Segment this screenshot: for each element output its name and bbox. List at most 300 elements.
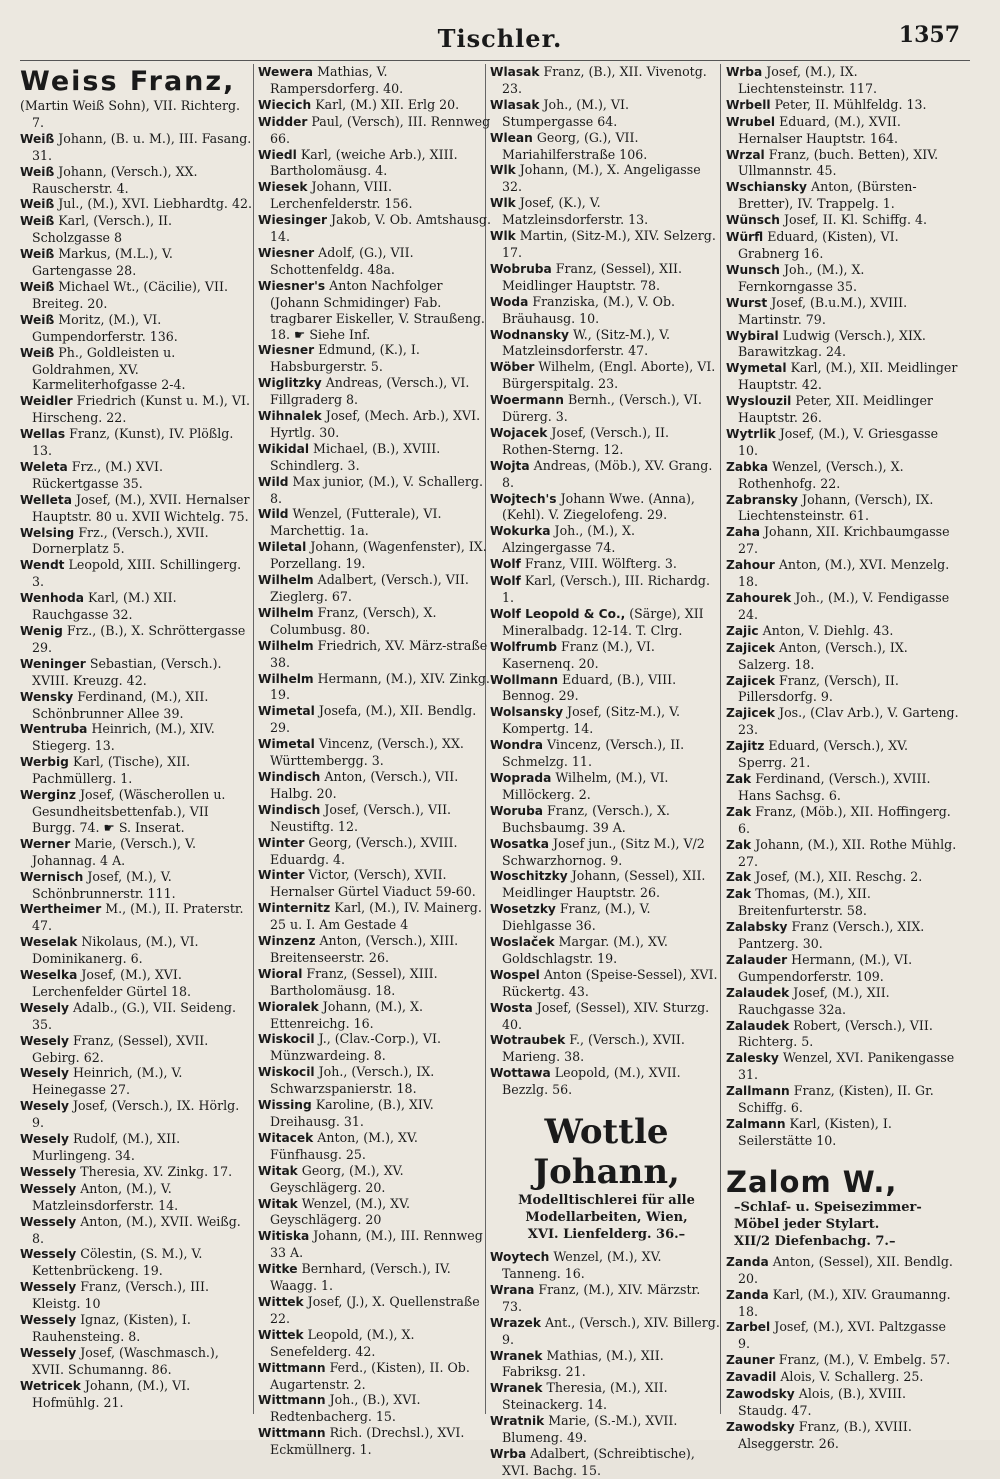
entry-details: Josef, (M.), XVII. Hernalser Hauptstr. 80 u. XVII Wichtelg. 75. xyxy=(32,491,250,524)
directory-entry xyxy=(726,1352,959,1369)
directory-entry xyxy=(258,212,491,245)
entry-details: Karl, (Versch.), II. Scholzgasse 8 xyxy=(32,213,173,246)
entry-name: Wesely xyxy=(20,1000,69,1015)
directory-entry xyxy=(490,573,723,606)
directory-entry xyxy=(726,623,959,640)
entry-name: Weselka xyxy=(20,968,78,983)
directory-entry xyxy=(20,1181,253,1214)
directory-entry xyxy=(490,606,723,639)
directory-entry xyxy=(20,1214,253,1247)
entry-name: Wessely xyxy=(20,1181,77,1196)
entry-details: Jakob, V. Ob. Amtshausg. 14. xyxy=(270,212,491,245)
entry-details: Mathias, V. Rampersdorferg. 40. xyxy=(270,64,404,96)
entry-name: Wiecich xyxy=(258,97,312,112)
entry-details: Franz, (buch. Betten), XIV. Ullmannstr. 45. xyxy=(738,146,939,179)
entry-name: Weselak xyxy=(20,935,78,950)
entry-name: Witke xyxy=(258,1262,298,1277)
directory-entry xyxy=(20,1378,253,1411)
entry-name: Zanda xyxy=(726,1287,769,1302)
column-3-list xyxy=(490,64,723,1098)
entry-details: Jul., (M.), XVI. Liebhardtg. 42. xyxy=(58,196,252,212)
entry-name: Wiesner xyxy=(258,245,315,260)
entry-name: Zalesky xyxy=(726,1051,779,1066)
directory-entry xyxy=(490,770,723,803)
directory-entry xyxy=(20,1098,253,1131)
directory-entry xyxy=(490,195,723,228)
entry-name: Zavadil xyxy=(726,1370,777,1385)
entry-details: Karl, (M.), XIV. Graumanng. 18. xyxy=(738,1286,951,1319)
directory-entry xyxy=(20,557,253,590)
entry-name: Zajicek xyxy=(726,673,776,688)
directory-entry xyxy=(726,492,959,525)
directory-entry xyxy=(726,459,959,492)
entry-details: Josef, (Versch.), VII. Neustiftg. 12. xyxy=(270,801,452,834)
entry-details: Johann, (Sessel), XII. Meidlinger Hauptstr. 26. xyxy=(502,868,706,901)
directory-entry xyxy=(490,704,723,737)
directory-entry xyxy=(258,408,491,441)
directory-entry xyxy=(258,539,491,572)
entry-name: Wrana xyxy=(490,1282,535,1297)
entry-details: Leopold, XIII. Schillingerg. 3. xyxy=(32,557,242,590)
entry-name: Wilhelm xyxy=(258,605,314,620)
entry-details: (Martin Weiß Sohn), VII. Richterg. 7. xyxy=(20,98,241,130)
directory-entry xyxy=(490,1348,723,1381)
entry-name: Welleta xyxy=(20,492,72,507)
entry-details: Josef, II. Kl. Schiffg. 4. xyxy=(783,212,927,228)
entry-name: Wittmann xyxy=(258,1360,326,1375)
entry-details: Johann, XII. Krichbaumgasse 27. xyxy=(738,524,950,557)
entry-name: Zalabsky xyxy=(726,920,788,935)
entry-name: Wojtech's xyxy=(490,491,557,506)
entry-details: J., (Clav.-Corp.), VI. Münzwardeing. 8. xyxy=(270,1031,441,1064)
directory-entry xyxy=(258,375,491,408)
entry-details: Rich. (Drechsl.), XVI. Eckmüllnerg. 1. xyxy=(270,1425,465,1458)
entry-name: Wiesner's xyxy=(258,278,326,293)
entry-name: Wranek xyxy=(490,1381,543,1396)
directory-entry xyxy=(490,327,723,360)
entry-name: Wosta xyxy=(490,1000,533,1015)
entry-name: Windisch xyxy=(258,802,321,817)
entry-name: Wojta xyxy=(490,458,530,473)
entry-name: Zalaudek xyxy=(726,985,790,1000)
entry-name: Wessely xyxy=(20,1247,77,1262)
entry-name: Wymetal xyxy=(726,361,787,376)
entry-details: Wenzel, (M.), XV. Tanneng. 16. xyxy=(502,1249,662,1281)
entry-details: Ignaz, (Kisten), I. Rauhensteing. 8. xyxy=(32,1312,191,1344)
directory-entry xyxy=(726,393,959,426)
entry-name: Witak xyxy=(258,1196,298,1211)
directory-entry xyxy=(726,64,959,97)
entry-name: Wilhelm xyxy=(258,638,314,653)
directory-entry xyxy=(20,836,253,869)
entry-details: Franz, (Versch), II. Pillersdorfg. 9. xyxy=(738,672,899,705)
entry-details: Martin, (Sitz-M.), XIV. Selzerg. 17. xyxy=(502,228,716,260)
entry-details: Wenzel, XVI. Panikengasse 31. xyxy=(738,1050,955,1083)
entry-name: Zajitz xyxy=(726,739,765,754)
directory-entry xyxy=(726,147,959,180)
entry-name: Weiß xyxy=(20,197,55,212)
entry-name: Wrazek xyxy=(490,1315,541,1330)
entry-name: Wellas xyxy=(20,427,66,442)
entry-details: Heinrich, (M.), XIV. Stiegerg. 13. xyxy=(32,721,215,754)
column-4-list xyxy=(726,64,959,1149)
entry-name: Wessely xyxy=(20,1345,77,1360)
entry-details: Georg, (M.), XV. Geyschlägerg. 20. xyxy=(270,1162,404,1195)
directory-entry xyxy=(490,1000,723,1033)
entry-name: Wittmann xyxy=(258,1426,326,1441)
directory-entry xyxy=(490,737,723,770)
directory-entry xyxy=(20,312,253,345)
directory-entry xyxy=(20,131,253,164)
directory-entry xyxy=(726,1319,959,1352)
directory-entry xyxy=(726,738,959,771)
directory-entry xyxy=(490,934,723,967)
entry-name: Wernisch xyxy=(20,869,84,884)
advert-zalom-line: Möbel jeder Stylart. xyxy=(734,1216,880,1232)
directory-entry xyxy=(490,556,723,573)
directory-entry xyxy=(726,229,959,262)
entry-details: Bernh., (Versch.), VI. Dürerg. 3. xyxy=(502,392,702,425)
directory-entry xyxy=(20,689,253,722)
entry-name: Weiß xyxy=(20,131,55,146)
entry-details: Adalb., (G.), VII. Seideng. 35. xyxy=(32,999,236,1032)
entry-details: Vincenz, (Versch.), II. Schmelzg. 11. xyxy=(502,737,685,770)
directory-entry xyxy=(726,557,959,590)
entry-details: Max junior, (M.), V. Schallerg. 8. xyxy=(270,473,483,506)
directory-entry xyxy=(258,1392,491,1425)
entry-details: Joh., (B.), XVI. Redtenbacherg. 15. xyxy=(270,1392,421,1425)
directory-entry xyxy=(20,590,253,623)
entry-name: Wimetal xyxy=(258,704,315,719)
entry-details: Hermann, (M.), VI. Gumpendorferstr. 109. xyxy=(738,951,913,984)
directory-entry xyxy=(490,1413,723,1446)
entry-details: Frz., (M.) XVI. Rückertgasse 35. xyxy=(32,458,163,491)
entry-details: Andreas, (Möb.), XV. Grang. 8. xyxy=(502,457,713,490)
directory-entry xyxy=(20,1033,253,1066)
directory-entry xyxy=(20,345,253,394)
directory-entry xyxy=(258,506,491,539)
entry-details: Josef, (M.), V. Griesgasse 10. xyxy=(738,425,939,458)
entry-details: Markus, (M.L.), V. Gartengasse 28. xyxy=(32,246,173,279)
entry-details: Franz, VIII. Wölfterg. 3. xyxy=(524,556,677,572)
entry-details: Peter, II. Mühlfeldg. 13. xyxy=(774,96,927,112)
entry-name: Woytech xyxy=(490,1250,550,1265)
entry-details: Mathias, (M.), XII. Fabriksg. 21. xyxy=(502,1347,664,1380)
entry-name: Witak xyxy=(258,1163,298,1178)
advert-wottle-line: Modelltischlerei für alle xyxy=(518,1193,695,1209)
entry-name: Wlasak xyxy=(490,65,540,79)
entry-details: Joh., (M.), VI. Stumpergasse 64. xyxy=(502,96,630,129)
entry-details: Adalbert, (Versch.), VII. Zieglerg. 67. xyxy=(270,572,469,604)
directory-entry xyxy=(20,492,253,525)
entry-details: Josef, (Versch.), IX. Hörlg. 9. xyxy=(32,1098,240,1131)
directory-entry xyxy=(258,900,491,933)
entry-details: Joh., (Versch.), IX. Schwarzspanierstr. 18. xyxy=(270,1064,435,1097)
directory-entry xyxy=(258,1327,491,1360)
directory-entry xyxy=(20,869,253,902)
entry-name: Wessely xyxy=(20,1164,77,1179)
directory-entry xyxy=(726,705,959,738)
directory-entry xyxy=(726,1254,959,1287)
entry-name: Wendt xyxy=(20,558,65,573)
entry-details: Franz, (Versch), X. Columbusg. 80. xyxy=(270,604,437,637)
entry-name: Zallmann xyxy=(726,1084,790,1099)
entry-details: Eduard, (Versch.), XV. Sperrg. 21. xyxy=(738,738,909,771)
advert-wottle-line: XVI. Lienfelderg. 36.– xyxy=(527,1227,686,1243)
entry-details: Franz, (Versch.), X. Buchsbaumg. 39 A. xyxy=(502,802,670,835)
entry-name: Wrba xyxy=(490,1446,527,1461)
entry-details: Johann, (M.), VI. Hofmühlg. 21. xyxy=(32,1377,191,1410)
directory-entry xyxy=(490,458,723,491)
entry-details: Wenzel, (Versch.), X. Rothenhofg. 22. xyxy=(738,458,904,491)
entry-name: Wild xyxy=(258,474,289,489)
entry-details: Karl, (Versch.), III. Richardg. 1. xyxy=(502,573,710,605)
entry-name: Wioral xyxy=(258,966,303,981)
entry-name: Zalmann xyxy=(726,1117,786,1131)
entry-details: W., (Sitz-M.), V. Matzleinsdorferstr. 47. xyxy=(502,326,671,359)
entry-details: Josef, (K.), V. Matzleinsdorferstr. 13. xyxy=(502,195,649,228)
entry-details: Eduard, (B.), VIII. Bennog. 29. xyxy=(502,671,677,704)
entry-name: Wrzal xyxy=(726,147,765,162)
directory-entry xyxy=(258,703,491,736)
entry-name: Zabransky xyxy=(726,492,799,507)
entry-name: Wiesner xyxy=(258,343,315,358)
entry-name: Zak xyxy=(726,771,752,786)
entry-name: Wessely xyxy=(20,1214,77,1229)
entry-details: Josef, (Waschmasch.), XVII. Schumanng. 86. xyxy=(32,1344,219,1377)
entry-name: Wytrlik xyxy=(726,426,776,441)
entry-name: Wewera xyxy=(258,65,314,79)
entry-details: Karl, (M.) XII. Rauchgasse 32. xyxy=(32,590,177,623)
entry-details: Anton, (M.), XV. Fünfhausg. 25. xyxy=(270,1129,418,1162)
entry-name: Wittmann xyxy=(258,1393,326,1408)
directory-entry xyxy=(726,673,959,706)
entry-details: Anton Nachfolger (Johann Schmidinger) Fab. tragbarer Eiskeller, V. Straußeng. 18. ☛ Siehe Inf. xyxy=(270,277,485,342)
directory-entry xyxy=(490,392,723,425)
entry-details: Joh., (M.), V. Fendigasse 24. xyxy=(738,590,950,622)
entry-details: Adalbert, (Schreibtische), XVI. Bachg. 15. xyxy=(502,1445,695,1478)
entry-name: Zarbel xyxy=(726,1320,771,1335)
directory-entry xyxy=(258,1097,491,1130)
entry-details: Theresia, XV. Zinkg. 17. xyxy=(80,1163,233,1179)
entry-details: Josef, (Wäscherollen u. Gesundheitsbettenfab.), VII Burgg. 74. ☛ S. Inserat. xyxy=(32,787,226,835)
entry-name: Wild xyxy=(258,507,289,522)
column-2 xyxy=(258,64,491,1458)
entry-name: Werner xyxy=(20,836,71,851)
entry-details: Friedrich (Kunst u. M.), VI. Hirscheng. 22. xyxy=(32,393,250,426)
entry-name: Wissing xyxy=(258,1098,312,1113)
entry-name: Weiß xyxy=(20,312,55,327)
entry-details: Ferdinand, (M.), XII. Schönbrunner Allee 39. xyxy=(32,688,209,721)
directory-entry xyxy=(726,1083,959,1116)
entry-details: Anton, (Versch.), IX. Salzerg. 18. xyxy=(738,639,908,672)
entry-name: Welsing xyxy=(20,525,75,540)
entry-name: Weninger xyxy=(20,656,86,671)
entry-details: Franz, (M.), V. Diehlgasse 36. xyxy=(502,901,651,934)
directory-entry xyxy=(726,985,959,1018)
entry-name: Windisch xyxy=(258,769,321,784)
entry-name: Wokurka xyxy=(490,524,551,539)
entry-name: Wenhoda xyxy=(20,591,84,606)
entry-name: Zauner xyxy=(726,1353,775,1368)
directory-entry xyxy=(258,278,491,343)
entry-details: Michael, (B.), XVIII. Schindlerg. 3. xyxy=(270,440,441,473)
entry-name: Wotraubek xyxy=(490,1033,566,1048)
directory-entry xyxy=(726,804,959,837)
directory-entry xyxy=(726,952,959,985)
column-4b-list xyxy=(726,1254,959,1452)
column-1 xyxy=(20,64,253,1424)
entry-details: Franz, (Versch.), III. Kleistg. 10 xyxy=(32,1279,210,1312)
entry-name: Wesely xyxy=(20,1132,69,1147)
directory-entry xyxy=(258,999,491,1032)
entry-details: Bernhard, (Versch.), IV. Waagg. 1. xyxy=(270,1261,451,1294)
directory-entry xyxy=(258,97,491,114)
entry-details: Rudolf, (M.), XII. Murlingeng. 34. xyxy=(32,1131,181,1163)
entry-details: Franz, (M.), V. Embelg. 57. xyxy=(778,1352,951,1368)
entry-details: Anton, (Versch.), XIII. Breitenseerstr. 26. xyxy=(270,933,459,965)
advert-zalom-name: Zalom W., xyxy=(726,1164,898,1199)
directory-entry xyxy=(20,1164,253,1181)
entry-details: Friedrich, XV. März-straße 38. xyxy=(270,637,488,670)
entry-name: Zahour xyxy=(726,558,775,573)
column-1-heading: Weiss Franz, xyxy=(20,66,236,97)
directory-entry xyxy=(258,1031,491,1064)
entry-name: Wolsansky xyxy=(490,705,564,720)
entry-name: Winter xyxy=(258,868,305,883)
directory-entry xyxy=(258,1294,491,1327)
directory-entry xyxy=(20,279,253,312)
entry-name: Wolf xyxy=(490,574,521,589)
entry-details: Franz, (M.), XIV. Märzstr. 73. xyxy=(502,1281,701,1314)
directory-entry xyxy=(258,1130,491,1163)
directory-entry xyxy=(726,1419,959,1452)
entry-details: Anton, (Bürsten-Bretter), IV. Trappelg. 1. xyxy=(738,179,917,212)
directory-entry xyxy=(490,97,723,130)
entry-details: Franz, (Sessel), XVII. Gebirg. 62. xyxy=(32,1032,209,1065)
directory-entry xyxy=(490,130,723,163)
entry-details: Johann, (Wagenfenster), IX. Porzellang. 19. xyxy=(270,539,487,572)
directory-entry xyxy=(726,97,959,114)
directory-entry xyxy=(258,605,491,638)
entry-details: Johann, (M.), X. Ettenreichg. 16. xyxy=(270,998,423,1031)
page-header xyxy=(0,22,1000,58)
directory-entry xyxy=(20,98,253,131)
entry-name: Zajicek xyxy=(726,640,776,655)
entry-details: Wenzel, (M.), XV. Geyschlägerg. 20 xyxy=(270,1195,410,1228)
header-rule xyxy=(20,60,970,61)
entry-name: Wlasak xyxy=(490,97,540,112)
entry-name: Wojacek xyxy=(490,425,548,440)
entry-name: Woermann xyxy=(490,393,564,408)
entry-name: Wyslouzil xyxy=(726,394,792,409)
entry-name: Wiglitzky xyxy=(258,376,322,391)
entry-name: Wiedl xyxy=(258,147,297,162)
page-number: 1357 xyxy=(898,22,960,48)
directory-entry xyxy=(258,114,491,147)
directory-entry xyxy=(726,771,959,804)
entry-name: Wihnalek xyxy=(258,409,322,424)
column-1-list xyxy=(20,98,253,1411)
directory-entry xyxy=(258,179,491,212)
entry-name: Wobruba xyxy=(490,261,552,276)
directory-entry xyxy=(490,1032,723,1065)
directory-entry xyxy=(20,196,253,213)
entry-name: Wlean xyxy=(490,130,533,145)
entry-details: Josef, (M.), XVI. Paltzgasse 9. xyxy=(738,1319,946,1352)
entry-details: Johann, VIII. Lerchenfelderstr. 156. xyxy=(270,179,413,212)
entry-details: Victor, (Versch), XVII. Hernalser Gürtel Viaduct 59-60. xyxy=(270,867,476,900)
entry-details: Andreas, (Versch.), VI. Fillgraderg 8. xyxy=(270,375,470,408)
entry-name: Zalaudek xyxy=(726,1018,790,1033)
directory-entry xyxy=(258,1064,491,1097)
entry-details: Sebastian, (Versch.). XVIII. Kreuzg. 42. xyxy=(32,655,222,688)
entry-details: Johann, (M.), III. Rennweg 33 A. xyxy=(270,1228,483,1261)
entry-details: Karl, (M.), IV. Mainerg. 25 u. I. Am Gestade 4 xyxy=(270,900,482,933)
entry-name: Weiß xyxy=(20,214,55,229)
entry-details: Wilhelm, (M.), VI. Millöckerg. 2. xyxy=(502,769,669,802)
entry-details: Karl, (Kisten), I. Seilerstätte 10. xyxy=(738,1116,892,1148)
entry-name: Weiß xyxy=(20,247,55,262)
entry-details: Ludwig (Versch.), XIX. Barawitzkag. 24. xyxy=(738,327,926,360)
entry-name: Woda xyxy=(490,294,529,309)
directory-entry xyxy=(258,835,491,868)
entry-details: Anton, (M.), V. Matzleinsdorferstr. 14. xyxy=(32,1180,179,1213)
directory-entry xyxy=(20,164,253,197)
directory-entry xyxy=(726,837,959,870)
directory-entry xyxy=(726,360,959,393)
entry-name: Zalauder xyxy=(726,952,788,967)
directory-entry xyxy=(490,1249,723,1282)
directory-entry xyxy=(20,1246,253,1279)
entry-details: Johann, (M.), X. Angeligasse 32. xyxy=(502,162,701,195)
directory-entry xyxy=(726,179,959,212)
entry-details: Anton, (M.), XVI. Menzelg. 18. xyxy=(738,557,950,590)
directory-entry xyxy=(726,1116,959,1149)
directory-entry xyxy=(20,754,253,787)
entry-details: Paul, (Versch), III. Rennweg 66. xyxy=(270,113,491,146)
entry-name: Witiska xyxy=(258,1229,310,1244)
entry-name: Wenig xyxy=(20,624,63,638)
directory-entry xyxy=(490,261,723,294)
column-4 xyxy=(726,64,959,1451)
directory-entry xyxy=(20,1000,253,1033)
entry-name: Wosetzky xyxy=(490,902,556,917)
entry-details: Alois, V. Schallerg. 25. xyxy=(780,1369,924,1385)
directory-entry xyxy=(490,672,723,705)
directory-entry xyxy=(726,426,959,459)
directory-entry xyxy=(20,1065,253,1098)
entry-name: Wunsch xyxy=(726,262,780,277)
directory-entry xyxy=(20,623,253,656)
directory-entry xyxy=(490,1446,723,1479)
entry-details: Eduard, (M.), XVII. Hernalser Hauptstr. 164. xyxy=(738,113,901,146)
entry-details: Ant., (Versch.), XIV. Billerg. 9. xyxy=(502,1314,720,1347)
directory-entry xyxy=(258,147,491,180)
entry-details: Josef, (B.u.M.), XVIII. Martinstr. 79. xyxy=(738,294,908,327)
entry-details: Johann, (M.), XII. Rothe Mühlg. 27. xyxy=(738,836,957,869)
directory-entry xyxy=(258,342,491,375)
directory-entry xyxy=(258,769,491,802)
entry-name: Wiesinger xyxy=(258,213,327,228)
entry-name: Wolfrumb xyxy=(490,639,557,654)
directory-entry xyxy=(258,1360,491,1393)
entry-name: Werginz xyxy=(20,788,76,803)
entry-details: Anton, (Versch.), VII. Halbg. 20. xyxy=(270,768,459,801)
entry-name: Zak xyxy=(726,804,752,819)
entry-details: Franz, (B.), XII. Vivenotg. 23. xyxy=(502,64,707,96)
directory-entry xyxy=(726,640,959,673)
